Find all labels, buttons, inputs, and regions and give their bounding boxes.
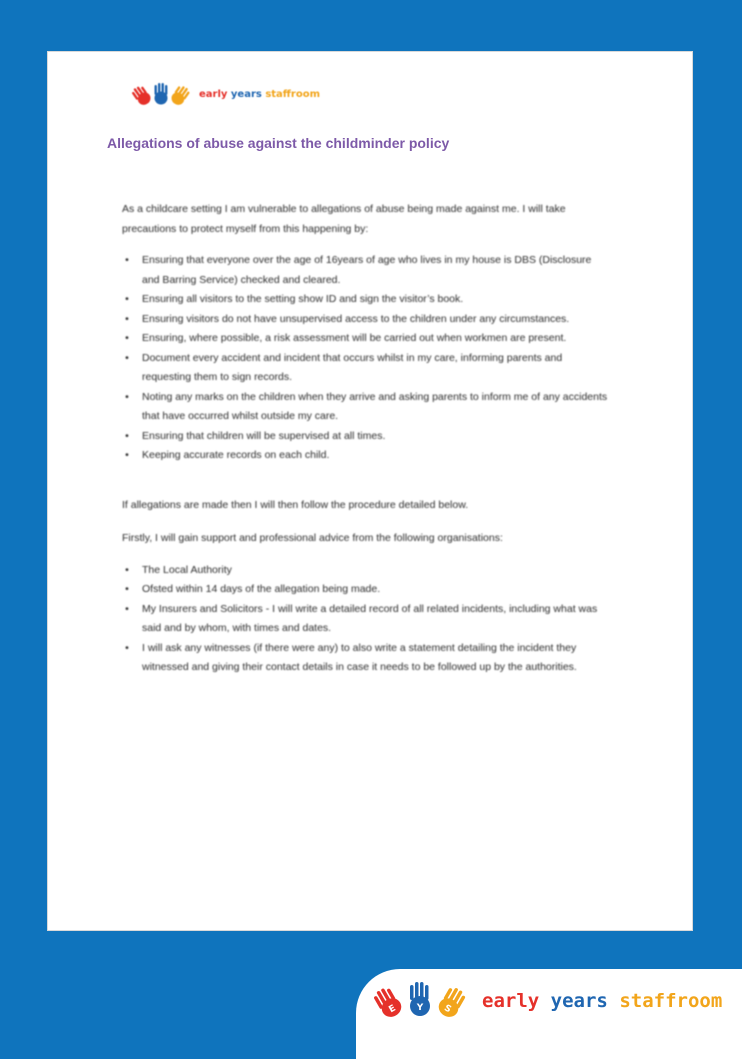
list-item: • Ensuring visitors do not have unsupervised access to the children under any circumstances. (125, 312, 570, 325)
brand-word-years: years (550, 989, 608, 1012)
svg-text:E: E (387, 1003, 398, 1016)
list-item: • Ensuring that everyone over the age of 16years of age who lives in my house is DBS (Disclosure and Barring Service) checked and cleared. (125, 254, 592, 286)
procedure-paragraph: If allegations are made then I will then follow the procedure detailed below. (122, 498, 469, 511)
list-item: • Document every accident and incident that occurs whilst in my care, informing parents and requesting them to sign records. (125, 351, 563, 383)
brand-name (482, 989, 723, 1012)
brand-word-staffroom: staffroom (265, 89, 321, 100)
list-item: • Keeping accurate records on each child. (125, 449, 330, 461)
list-item: • Ensuring, where possible, a risk assessment will be carried out when workmen are present. (125, 332, 567, 344)
document-title: Allegations of abuse against the childminder policy (107, 135, 450, 151)
brand-name (199, 90, 320, 100)
document-body (122, 200, 610, 678)
list-item: • My Insurers and Solicitors - I will write a detailed record of all related incidents, including what was said and by whom, with times and dates. (125, 602, 598, 634)
list-item: • I will ask any witnesses (if there were any) to also write a statement detailing the incident they witnessed and giving their contact details in case it needs to be followed up by the authorities. (125, 641, 577, 673)
intro-paragraph: As a childcare setting I am vulnerable to allegations of abuse being made against me. I will take precautions to protect myself from this happening by: (122, 203, 566, 235)
svg-text:S: S (442, 1003, 453, 1016)
list-item: • Noting any marks on the children when they arrive and asking parents to inform me of any accidents that have occurred whilst outside my care. (125, 390, 608, 422)
support-paragraph: Firstly, I will gain support and professional advice from the following organisations: (122, 532, 503, 544)
brand-word-staffroom: staffroom (619, 989, 723, 1012)
list-item: • Ensuring that children will be supervised at all times. (125, 429, 386, 442)
handprints-logo-icon (370, 979, 470, 1023)
precautions-list (122, 251, 610, 466)
list-item: • Ofsted within 14 days of the allegation being made. (125, 583, 381, 595)
brand-word-years: years (230, 89, 262, 100)
list-item: • Ensuring all visitors to the setting show ID and sign the visitor’s book. (125, 293, 464, 305)
organisations-list (122, 561, 610, 678)
footer-logo (370, 979, 722, 1023)
handprints-logo-icon (129, 81, 193, 109)
list-item: • The Local Authority (125, 563, 232, 576)
document-page (47, 51, 693, 931)
svg-text:Y: Y (416, 1003, 424, 1013)
header-logo (129, 81, 320, 109)
brand-word-early: early (199, 89, 228, 100)
brand-word-early: early (482, 989, 540, 1012)
